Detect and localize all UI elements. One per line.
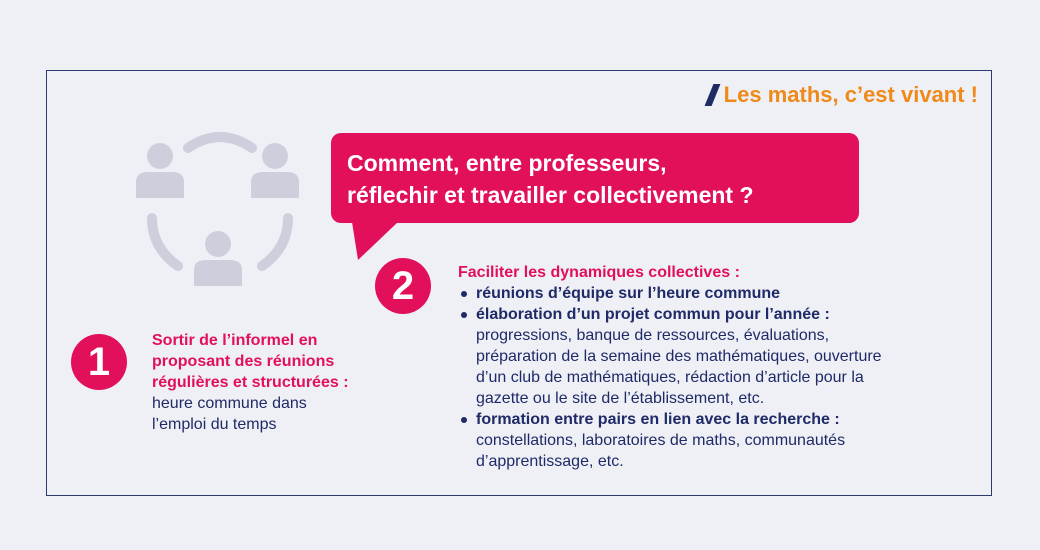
slogan-text: Les maths, c’est vivant ! bbox=[723, 82, 978, 107]
step-1-block bbox=[152, 330, 412, 435]
step-2-bullet bbox=[458, 283, 978, 304]
bullet-title: réunions d’équipe sur l’heure commune bbox=[476, 285, 781, 302]
step-2-heading: Faciliter les dynamiques collectives : bbox=[458, 264, 740, 281]
step-1-text-line: l’emploi du temps bbox=[152, 416, 277, 433]
bullet-line: constellations, laboratoires de maths, communautés bbox=[476, 432, 846, 449]
step-1-badge bbox=[71, 334, 127, 390]
bullet-line: d’apprentissage, etc. bbox=[476, 453, 624, 470]
step-1-heading-line: Sortir de l’informel en bbox=[152, 332, 318, 349]
bullet-line: préparation de la semaine des mathématiques, ouverture bbox=[476, 348, 882, 365]
step-1-heading-line: proposant des réunions bbox=[152, 353, 335, 370]
question-line-2: réflechir et travailler collectivement ? bbox=[347, 182, 754, 208]
step-2-number: 2 bbox=[391, 263, 415, 308]
bullet-line: d’un club de mathématiques, rédaction d’article pour la bbox=[476, 369, 864, 386]
step-1-heading-line: régulières et structurées : bbox=[152, 374, 349, 391]
step-2-bullet bbox=[458, 409, 978, 472]
bullet-line: progressions, banque de ressources, évaluations, bbox=[476, 327, 830, 344]
question-bubble bbox=[331, 133, 859, 223]
step-2-bullet bbox=[458, 304, 978, 409]
bullet-line: gazette ou le site de l’établissement, etc. bbox=[476, 390, 765, 407]
step-1-number: 1 bbox=[87, 339, 111, 384]
step-2-badge bbox=[375, 258, 431, 314]
team-circle-icon bbox=[130, 126, 310, 296]
slogan bbox=[709, 82, 978, 108]
question-line-1: Comment, entre professeurs, bbox=[347, 150, 667, 176]
bullet-title: élaboration d’un projet commun pour l’année : bbox=[476, 306, 830, 323]
step-2-block bbox=[458, 262, 978, 472]
step-1-text-line: heure commune dans bbox=[152, 395, 307, 412]
bubble-tail bbox=[352, 222, 402, 262]
bullet-title: formation entre pairs en lien avec la recherche : bbox=[476, 411, 840, 428]
